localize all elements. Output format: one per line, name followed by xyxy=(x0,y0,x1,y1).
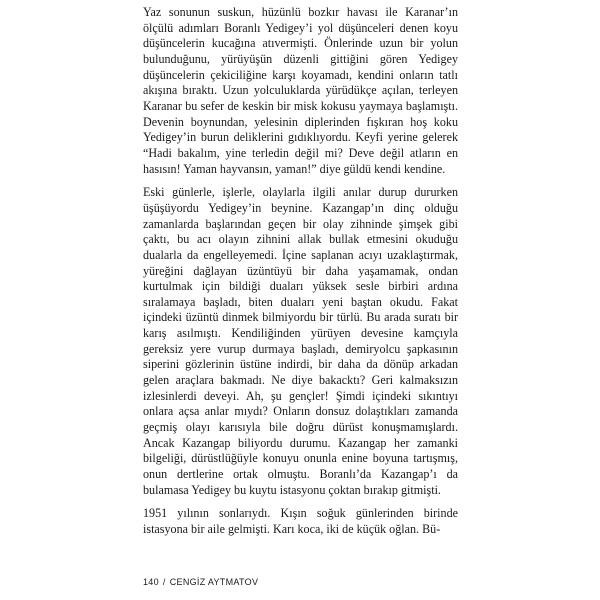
page-footer xyxy=(143,577,258,587)
paragraph-2: Eski günlerle, işlerle, olaylarla ilgili anılar durup dururken üşüşüyordu Yedigey’in beynine. Kazangap’ın dinç olduğu zamanlarda başlarından geçen bir olay zihninde şimşek gibi çaktı, bu acı olayın zihnini allak bullak etmesini okuduğu dualarla da engelleyemedi. İçine saplanan acıyı uzaklaştırmak, yüreğini dağlayan üzüntüyü bir daha yaşamamak, ondan kurtulmak için bildiği duaları yüksek sesle birbiri ardına sıralamaya başladı, biten duaları yeni baştan okudu. Fakat içindeki üzüntü dinmek bilmiyordu bir türlü. Bu arada suratı bir karış asılmıştı. Kendiliğinden yürüyen devesine kamçıyla gereksiz yere vurup durmaya başladı, demiryolcu şapkasının siperini gözlerinin üstüne indirdi, bir daha da dönüp arkadan gelen araçlara bakmadı. Ne diye bakacktı? Geri kalmaksızın izlesinlerdi deveyi. Ah, şu gençler! Şimdi içindeki sıkıntıyı onlara açsa anlar mıydı? Onların donsuz dolaştıkları zamanda geçmiş olayı karısıyla bile doğru dürüst konuşmamışlardı. Ancak Kazangap biliyordu durumu. Kazangap her zamanki bilgeliği, dürüstlüğüyle konuyu onunla enine boyuna tartışmış, onun dertlerine ortak olmuştu. Boranlı’da Kazangap’ı da bulamasa Yedigey bu kuytu istasyonu çoktan bırakıp gitmişti. xyxy=(143,185,458,497)
page-number: 140 xyxy=(143,577,159,587)
body-text xyxy=(143,5,458,538)
footer-separator: / xyxy=(162,577,166,587)
paragraph-3: 1951 yılının sonlarıydı. Kışın soğuk günlerinden birinde istasyona bir aile gelmişti. Karı koca, iki de küçük oğlan. Bü- xyxy=(143,506,458,536)
paragraph-1: Yaz sonunun suskun, hüzünlü bozkır havası ile Karanar’ın ölçülü adımları Boranlı Yedigey’i yol düşünceleri denen koyu düşüncelerin kucağına atıvermişti. Önlerinde uzun bir yolun bulunduğunu, yürüyüşün düzenli gittiğini gören Yedigey düşüncelerin çekiciliğine karşı koyamadı, kendini onların tatlı akışına bıraktı. Uzun yolculuklarda yürüdükçe açılan, terleyen Karanar bu sefer de keskin bir misk kokusu yaymaya başlamıştı. Devenin boynundan, yelesinin diplerinden fışkıran hoş koku Yedigey’in burun deliklerini gıdıklıyordu. Keyfi yerine gelerek “Hadi bakalım, yine terledin değil mi? Deve değil atların en hasısın! Yaman hayvansın, yaman!” diye güldü kendi kendine. xyxy=(143,5,458,176)
author-name: CENGİZ AYTMATOV xyxy=(169,577,259,587)
